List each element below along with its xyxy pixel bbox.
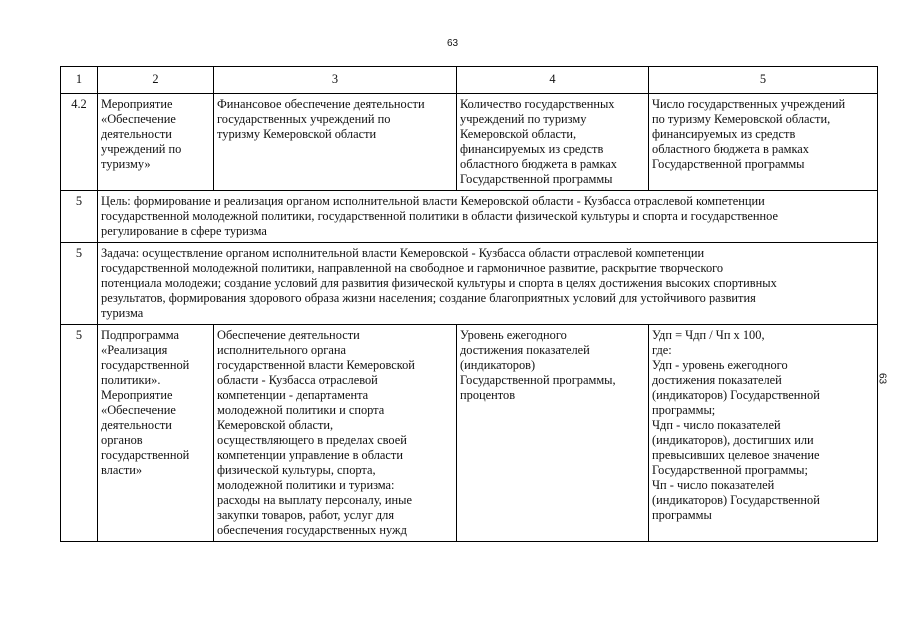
text-line: учреждений по <box>101 142 182 156</box>
text-line: «Обеспечение <box>101 112 176 126</box>
text-line: финансируемых из средств <box>652 127 796 141</box>
text-line: исполнительного органа <box>217 343 346 357</box>
text-line: туризма <box>101 306 144 320</box>
text-line: Уровень ежегодного <box>460 328 567 342</box>
text-line: Чп - число показателей <box>652 478 775 492</box>
indicator-name-cell <box>457 94 649 191</box>
table-row-goal <box>61 191 878 243</box>
text-line: результатов, формирования здорового образа жизни населения; создание благоприятных условий для устойчивого развития <box>101 291 756 305</box>
indicator-name-cell <box>457 325 649 542</box>
measure-name-cell <box>98 94 214 191</box>
text-line: Государственной программы <box>460 172 613 186</box>
task-text <box>98 243 878 325</box>
text-line: Удп = Чдп / Чп х 100, <box>652 328 765 342</box>
measure-content-cell <box>214 94 457 191</box>
text-line: (индикаторов), достигших или <box>652 433 814 447</box>
text-line: достижения показателей <box>652 373 782 387</box>
text-line: Мероприятие <box>101 97 173 111</box>
text-line: превысивших целевое значение <box>652 448 820 462</box>
text-line: Финансовое обеспечение деятельности <box>217 97 425 111</box>
text-line: финансируемых из средств <box>460 142 604 156</box>
text-line: области - Кузбасса отраслевой <box>217 373 378 387</box>
page-number-top: 63 <box>446 38 459 49</box>
text-line: достижения показателей <box>460 343 590 357</box>
text-line: «Обеспечение <box>101 403 176 417</box>
text-line: государственной молодежной политики, направленной на свободное и гармоничное развитие, раскрытие творческого <box>101 261 724 275</box>
measure-name-cell <box>98 325 214 542</box>
text-line: Чдп - число показателей <box>652 418 781 432</box>
text-line: (индикаторов) Государственной <box>652 388 820 402</box>
text-line: Подпрограмма <box>101 328 179 342</box>
header-cell: 4 <box>457 67 649 94</box>
text-line: государственной <box>101 358 190 372</box>
text-line: молодежной политики и спорта <box>217 403 385 417</box>
text-line: молодежной политики и туризма: <box>217 478 395 492</box>
table-row-task <box>61 243 878 325</box>
text-line: физической культуры, спорта, <box>217 463 376 477</box>
text-line: Цель: формирование и реализация органом исполнительной власти Кемеровской области - Кузбасса отраслевой компетенции <box>101 194 765 208</box>
text-line: расходы на выплату персоналу, иные <box>217 493 412 507</box>
text-line: программы <box>652 508 712 522</box>
text-line: «Реализация <box>101 343 168 357</box>
text-line: осуществляющего в пределах своей <box>217 433 407 447</box>
text-line: туризму Кемеровской области <box>217 127 377 141</box>
text-line: областного бюджета в рамках <box>652 142 809 156</box>
text-line: Кемеровской области, <box>460 127 577 141</box>
text-line: Мероприятие <box>101 388 173 402</box>
text-line: по туризму Кемеровской области, <box>652 112 831 126</box>
indicator-method-cell <box>649 325 878 542</box>
text-line: Государственной программы <box>652 157 805 171</box>
text-line: государственных учреждений по <box>217 112 391 126</box>
header-cell: 2 <box>98 67 214 94</box>
text-line: (индикаторов) <box>460 358 536 372</box>
text-line: Число государственных учреждений <box>652 97 846 111</box>
text-line: Задача: осуществление органом исполнительной власти Кемеровской - Кузбасса области отраслевой компетенции <box>101 246 705 260</box>
text-line: Удп - уровень ежегодного <box>652 358 788 372</box>
text-line: компетенции - департамента <box>217 388 369 402</box>
row-number: 5 <box>61 325 98 542</box>
text-line: Кемеровской области, <box>217 418 334 432</box>
text-line: (индикаторов) Государственной <box>652 493 820 507</box>
text-line: деятельности <box>101 418 172 432</box>
text-line: органов <box>101 433 143 447</box>
program-table <box>60 66 878 542</box>
text-line: государственной молодежной политики, государственной политики в области физической культуры и спорта и государственное <box>101 209 778 223</box>
header-cell: 1 <box>61 67 98 94</box>
text-line: власти» <box>101 463 143 477</box>
text-line: туризму» <box>101 157 151 171</box>
text-line: государственной власти Кемеровской <box>217 358 415 372</box>
text-line: политики». <box>101 373 161 387</box>
goal-text <box>98 191 878 243</box>
text-line: Государственной программы; <box>652 463 808 477</box>
measure-content-cell <box>214 325 457 542</box>
text-line: компетенции управление в области <box>217 448 403 462</box>
table-row-subprogram <box>61 325 878 542</box>
table-row-4-2 <box>61 94 878 191</box>
header-cell: 3 <box>214 67 457 94</box>
row-number: 5 <box>61 191 98 243</box>
text-line: Количество государственных <box>460 97 615 111</box>
text-line: Государственной программы, <box>460 373 616 387</box>
text-line: областного бюджета в рамках <box>460 157 617 171</box>
header-cell: 5 <box>649 67 878 94</box>
row-number: 4.2 <box>61 94 98 191</box>
text-line: учреждений по туризму <box>460 112 587 126</box>
page-number-side: 63 <box>876 372 888 385</box>
text-line: Обеспечение деятельности <box>217 328 360 342</box>
header-row <box>61 67 878 94</box>
text-line: деятельности <box>101 127 172 141</box>
indicator-method-cell <box>649 94 878 191</box>
row-number: 5 <box>61 243 98 325</box>
text-line: закупки товаров, работ, услуг для <box>217 508 395 522</box>
text-line: государственной <box>101 448 190 462</box>
text-line: где: <box>652 343 672 357</box>
text-line: обеспечения государственных нужд <box>217 523 407 537</box>
text-line: процентов <box>460 388 516 402</box>
text-line: потенциала молодежи; создание условий для развития физической культуры и спорта в целях достижения высоких спортивных <box>101 276 777 290</box>
text-line: регулирование в сфере туризма <box>101 224 267 238</box>
text-line: программы; <box>652 403 716 417</box>
